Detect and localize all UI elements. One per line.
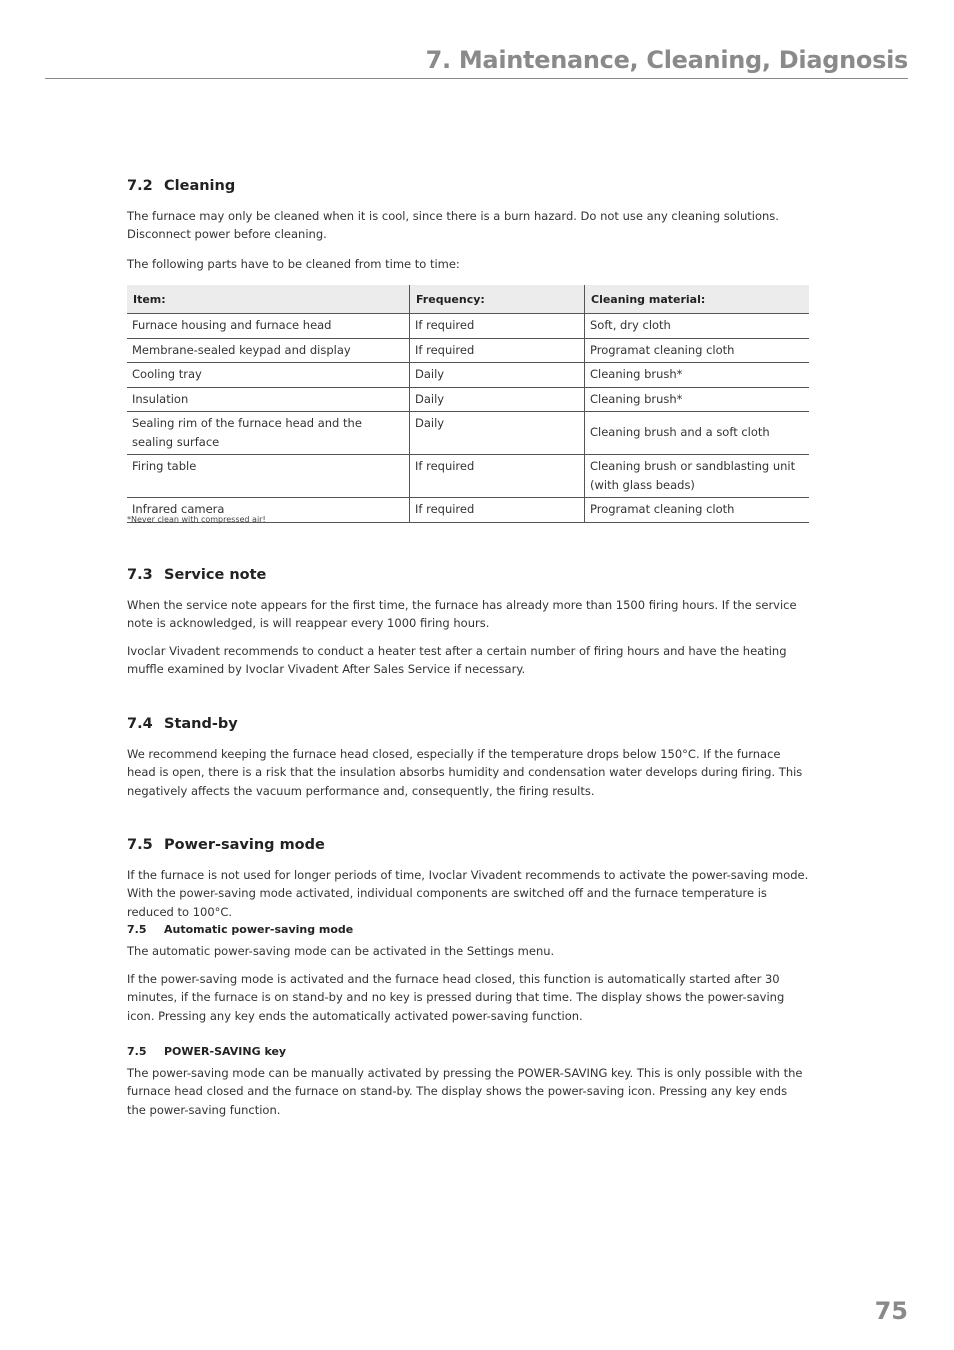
- cleaning-table: [127, 285, 809, 523]
- table-row: [127, 363, 809, 388]
- subsection-automatic-power-saving: [127, 923, 809, 936]
- paragraph: Ivoclar Vivadent recommends to conduct a heater test after a certain number of firing hours and have the heating muffle examined by Ivoclar Vivadent After Sales Service if necessary.: [127, 644, 787, 677]
- table-row: [127, 412, 809, 455]
- table-cell: Daily: [410, 387, 585, 412]
- table-cell: Firing table: [127, 455, 410, 498]
- table-cell: If required: [410, 314, 585, 339]
- table-cell: Cleaning brush*: [585, 363, 810, 388]
- cleaning-footnote: [127, 515, 809, 524]
- section-stand-by: [127, 716, 809, 732]
- table-cell: If required: [410, 455, 585, 498]
- table-header-row: [127, 285, 809, 314]
- section-heading: 7.4 Stand-by: [127, 716, 238, 732]
- standby-para-1: [127, 745, 809, 800]
- paragraph: The automatic power-saving mode can be activated in the Settings menu.: [127, 944, 555, 958]
- column-header: Item:: [127, 285, 410, 314]
- service-para-2: [127, 642, 809, 679]
- chapter-title: 7. Maintenance, Cleaning, Diagnosis: [425, 46, 908, 74]
- service-para-1: [127, 596, 809, 633]
- table-row: [127, 387, 809, 412]
- paragraph: We recommend keeping the furnace head closed, especially if the temperature drops below 150°C. If the furnace head is open, there is a risk that the insulation absorbs humidity and condensation water develops during firing. This negatively affects the vacuum performance and, consequently, the firing results.: [127, 747, 803, 798]
- table-cell: Programat cleaning cloth: [585, 338, 810, 363]
- subsection-power-saving-key: [127, 1045, 809, 1058]
- section-cleaning: [127, 178, 809, 194]
- section-heading: 7.2 Cleaning: [127, 178, 236, 194]
- key-para-1: [127, 1064, 809, 1119]
- table-cell: Daily: [410, 412, 585, 455]
- paragraph: The furnace may only be cleaned when it is cool, since there is a burn hazard. Do not use any cleaning solutions. Disconnect power before cleaning.: [127, 209, 779, 242]
- table-cell: Cleaning brush*: [585, 387, 810, 412]
- table-cell: If required: [410, 498, 585, 523]
- header-rule: [45, 78, 908, 79]
- table-cell: Programat cleaning cloth: [585, 498, 810, 523]
- table-cell: Furnace housing and furnace head: [127, 314, 410, 339]
- table-cell: If required: [410, 338, 585, 363]
- table-cell: Daily: [410, 363, 585, 388]
- footnote: *Never clean with compressed air!: [127, 515, 266, 524]
- section-heading: 7.5 Power-saving mode: [127, 837, 325, 853]
- table-cell: Insulation: [127, 387, 410, 412]
- cleaning-lead: [127, 255, 809, 273]
- table-cell: Soft, dry cloth: [585, 314, 810, 339]
- page-number: 75: [874, 1297, 908, 1325]
- table-cell: Cleaning brush or sandblasting unit (with glass beads): [585, 455, 810, 498]
- column-header: Frequency:: [410, 285, 585, 314]
- paragraph: The power-saving mode can be manually activated by pressing the POWER-SAVING key. This is only possible with the furnace head closed and the furnace on stand-by. The display shows the power-saving icon. Pressing any key ends the power-saving function.: [127, 1066, 803, 1117]
- subsection-heading: 7.5 POWER-SAVING key: [127, 1045, 287, 1058]
- paragraph: If the power-saving mode is activated and the furnace head closed, this function is automatically started after 30 minutes, if the furnace is on stand-by and no key is pressed during that time. The display shows the power-saving icon. Pressing any key ends the automatically activated power-saving function.: [127, 972, 785, 1023]
- table-cell: Sealing rim of the furnace head and the sealing surface: [127, 412, 410, 455]
- section-power-saving: [127, 837, 809, 853]
- paragraph: The following parts have to be cleaned from time to time:: [127, 257, 460, 271]
- section-service-note: [127, 567, 809, 583]
- table-cell: Infrared camera: [127, 498, 410, 523]
- paragraph: When the service note appears for the first time, the furnace has already more than 1500 firing hours. If the service note is acknowledged, is will reappear every 1000 firing hours.: [127, 598, 797, 631]
- table-row: [127, 314, 809, 339]
- table-cell: Cooling tray: [127, 363, 410, 388]
- auto-para-2: [127, 970, 809, 1025]
- subsection-heading: 7.5 Automatic power-saving mode: [127, 923, 354, 936]
- auto-para-1: [127, 942, 809, 960]
- table-row: [127, 455, 809, 498]
- paragraph: If the furnace is not used for longer periods of time, Ivoclar Vivadent recommends to activate the power-saving mode. With the power-saving mode activated, individual components are switched off and the furnace temperature is reduced to 100°C.: [127, 868, 809, 919]
- section-heading: 7.3 Service note: [127, 567, 267, 583]
- table-row: [127, 338, 809, 363]
- table-cell: Cleaning brush and a soft cloth: [585, 412, 810, 455]
- cleaning-table-wrap: [127, 285, 809, 523]
- column-header: Cleaning material:: [585, 285, 810, 314]
- cleaning-intro: [127, 207, 809, 244]
- power-para-1: [127, 866, 809, 921]
- table-cell: Membrane-sealed keypad and display: [127, 338, 410, 363]
